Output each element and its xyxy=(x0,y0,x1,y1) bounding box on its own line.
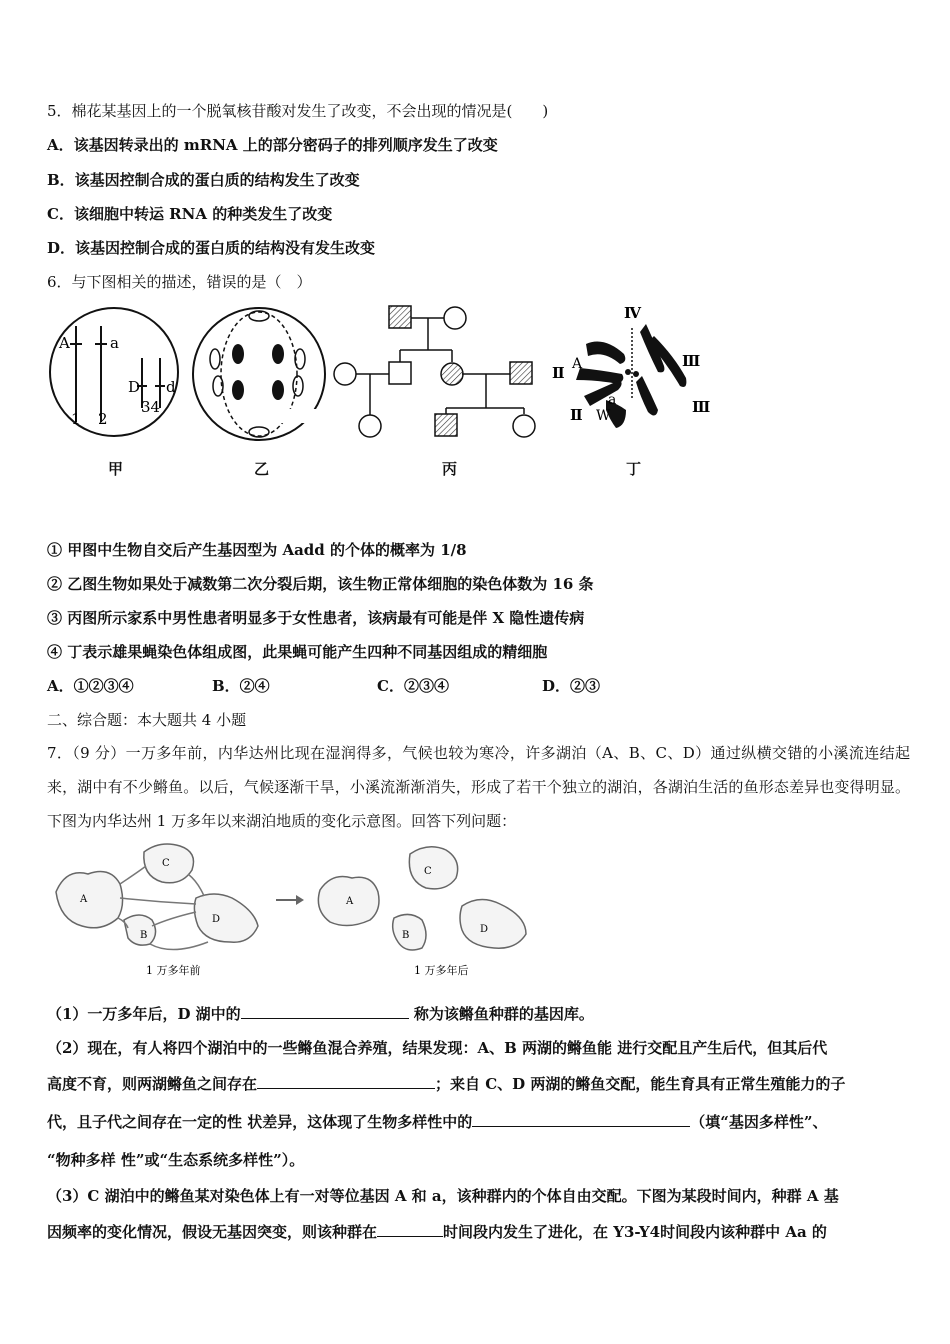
jia-label-2: 2 xyxy=(98,410,108,428)
q7-part3-blank[interactable] xyxy=(377,1222,443,1237)
ding-label-W: W xyxy=(596,408,611,424)
jia-label-34: 34 xyxy=(141,398,161,416)
ding-label-II-lower: Ⅱ xyxy=(570,406,583,424)
q6-choice-c: C．②③④ xyxy=(377,677,449,695)
q6-choice-d: D．②③ xyxy=(542,677,601,695)
figure-ding xyxy=(546,300,711,440)
q7-part3-line1: （3）C 湖泊中的鳉鱼某对染色体上有一对等位基因 A 和 a，该种群内的个体自由交配。下图为某段时间内，种群 A 基 xyxy=(47,1187,839,1205)
q5-option-c: C．该细胞中转运 RNA 的种类发生了改变 xyxy=(47,205,333,223)
q6-statement-3: ③ 丙图所示家系中男性患者明显多于女性患者，该病最有可能是伴 X 隐性遗传病 xyxy=(47,609,585,627)
q7-part2-text-e: （填“基因多样性”、 xyxy=(690,1113,828,1131)
figure-label-ding: 丁 xyxy=(626,460,642,478)
q7-part2-line3 xyxy=(47,1112,910,1132)
q7-part3-text-b: 因频率的变化情况，假设无基因突变，则该种群在 xyxy=(47,1223,378,1241)
q6-choices xyxy=(47,676,910,696)
figure-label-yi: 乙 xyxy=(254,460,270,478)
lake-after-A: A xyxy=(346,896,354,907)
q6-choice-a: A．①②③④ xyxy=(47,677,134,695)
q7-part1 xyxy=(47,1004,910,1024)
q7-part2-blank-2[interactable] xyxy=(472,1112,690,1127)
lake-before-B: B xyxy=(140,930,148,941)
q7-part3-line2 xyxy=(47,1222,910,1242)
q5-option-d: D．该基因控制合成的蛋白质的结构没有发生改变 xyxy=(47,239,376,257)
ding-label-A: A xyxy=(572,356,583,372)
q7-part2-line2 xyxy=(47,1074,910,1094)
q5-option-a: A．该基因转录出的 mRNA 上的部分密码子的排列顺序发生了改变 xyxy=(47,136,498,154)
lake-before-D: D xyxy=(212,914,221,925)
ding-label-III-lower: Ⅲ xyxy=(692,398,711,416)
section-2-heading: 二、综合题：本大题共 4 小题 xyxy=(47,711,247,729)
q7-part2-text-d: 代，且子代之间存在一定的性 状差异，这体现了生物多样性中的 xyxy=(47,1113,473,1131)
figure-jia xyxy=(44,304,184,442)
figure-bing xyxy=(330,300,542,442)
ding-label-IV: Ⅳ xyxy=(624,304,642,322)
q7-part2-blank-1[interactable] xyxy=(257,1074,435,1089)
q6-statement-4: ④ 丁表示雄果蝇染色体组成图，此果蝇可能产生四种不同基因组成的精细胞 xyxy=(47,643,548,661)
lake-after-D: D xyxy=(480,924,489,935)
q6-stem: 6．与下图相关的描述，错误的是（ ） xyxy=(47,273,312,291)
figure-yi xyxy=(188,304,330,444)
q6-statement-2: ② 乙图生物如果处于减数第二次分裂后期，该生物正常体细胞的染色体数为 16 条 xyxy=(47,575,594,593)
q6-choice-b: B．②④ xyxy=(212,677,270,695)
jia-label-d: d xyxy=(166,378,176,396)
figure-label-bing: 丙 xyxy=(442,460,458,478)
lake-after-B: B xyxy=(402,930,410,941)
q7-part2-line1: （2）现在，有人将四个湖泊中的一些鳉鱼混合养殖，结果发现：A、B 两湖的鳉鱼能 进行交配且产生后代，但其后代 xyxy=(47,1039,828,1057)
jia-label-1: 1 xyxy=(71,410,81,428)
q7-part1-blank[interactable] xyxy=(241,1004,409,1019)
q5-stem: 5．棉花某基因上的一个脱氧核苷酸对发生了改变，不会出现的情况是( ) xyxy=(47,102,549,120)
caption-after: 1 万多年后 xyxy=(414,964,469,977)
lake-after-C: C xyxy=(424,866,432,877)
jia-label-D: D xyxy=(128,378,141,396)
q7-part1-text-b: 称为该鳉鱼种群的基因库。 xyxy=(413,1005,594,1023)
q5-option-b: B．该基因控制合成的蛋白质的结构发生了改变 xyxy=(47,171,360,189)
jia-label-a: a xyxy=(110,334,119,352)
ding-label-III-upper: Ⅲ xyxy=(682,352,701,370)
q7-part2-line4: “物种多样 性”或“生态系统多样性”）。 xyxy=(47,1151,305,1169)
q7-part2-text-b: 高度不育，则两湖鳉鱼之间存在 xyxy=(47,1075,258,1093)
q7-intro: 7．（9 分）一万多年前，内华达州比现在湿润得多，气候也较为寒冷，许多湖泊（A、B、C、D）通过纵横交错的小溪流连结起来，湖中有不少鳉鱼。以后，气候逐渐干旱，小溪流渐渐消失，形成了若干个独立的湖泊，各湖泊生活的鱼形态差异也变得明显。下图为内华达州 1 万多年以来湖泊地质的变化示意图。回答下列问题： xyxy=(47,744,910,830)
ding-label-a: a xyxy=(608,392,617,408)
lake-before-C: C xyxy=(162,858,170,869)
q7-part1-text-a: （1）一万多年后，D 湖中的 xyxy=(47,1005,241,1023)
ding-label-II-upper: Ⅱ xyxy=(552,364,565,382)
figure-lakes xyxy=(48,838,540,986)
caption-before: 1 万多年前 xyxy=(146,964,201,977)
q7-part3-text-c: 时间段内发生了进化，在 Y3-Y4时间段内该种群中 Aa 的 xyxy=(443,1223,827,1241)
jia-label-A: A xyxy=(59,334,70,352)
q6-statement-1: ① 甲图中生物自交后产生基因型为 Aadd 的个体的概率为 1/8 xyxy=(47,541,467,559)
lake-before-A: A xyxy=(80,894,88,905)
figure-label-jia: 甲 xyxy=(108,460,124,478)
q7-part2-text-c: ；来自 C、D 两湖的鳉鱼交配，能生育具有正常生殖能力的子 xyxy=(435,1075,846,1093)
